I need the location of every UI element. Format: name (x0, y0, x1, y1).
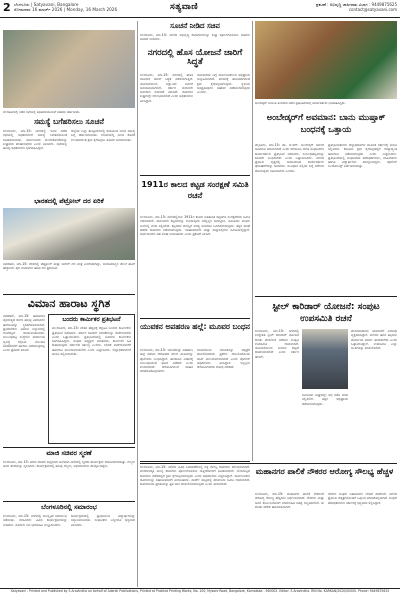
divider (140, 175, 250, 176)
story-headline: ಯುವಕನ ಅಪಹರಣ ಹಲ್ಲೆ: ಮೂವರ ಬಂಧನ (140, 322, 250, 331)
story-body: ಸಮಿತಿಯು ಶೀಘ್ರದಲ್ಲೇ ಸಭೆ ನಡೆಸಿ ವರದಿ ಸಲ್ಲಿಸಲಿದೆ. ತಜ್ಞರ ಅಭಿಪ್ರಾಯ ಪಡೆಯಲಾಗುವುದು. (302, 393, 348, 406)
bridge-photo (3, 208, 135, 260)
divider (3, 447, 135, 448)
story-body: ನವದೆಹಲಿ, ಮಾ.15: ಹವಾಮಾನ ವೈಪರೀತ್ಯದ ಕಾರಣ ಹಲವು ವಿಮಾನಗಳ ಹಾರಾಟವನ್ನು ಸ್ಥಗಿತಗೊಳಿಸಲಾಗಿದೆ. ಪ್ರಯಾಣಿಕರು ವಿಮಾನ ನಿಲ್ದಾಣದಲ್ಲಿ ಗಂಟೆಗಟ್ಟಲೆ ಕಾಯುವಂತಾಯಿತು. ಸಂಬಂಧಪಟ್ಟ ಸಂಸ್ಥೆಗಳು ಪರ್ಯಾಯ ವ್ಯವಸ್ಥೆ ಕಲ್ಪಿಸಿವೆ. ಮುಂದಿನ ಸೂಚನೆವರೆಗೆ ಹಾರಾಟ ನಡೆಯುವುದಿಲ್ಲ ಎಂದು ಪ್ರಕಟಣೆ ತಿಳಿಸಿದೆ. (3, 314, 45, 353)
story-headline: ಭಾರತದಲ್ಲಿ ಪೆಟ್ರೋಲ್ ದರ ಏರಿಕೆ (34, 197, 104, 205)
divider (3, 294, 135, 295)
story-body: ಬೆಂಗಳೂರು, ಮಾ.15: ನಗರದಲ್ಲಿ ಸಾಂಸ್ಕೃತಿಕ ಸಮಾರಂಭ ನಡೆಯಿತು. ಕಲಾವಿದರು ವಿವಿಧ ಕಾರ್ಯಕ್ರಮಗಳನ್ನು ನೀಡಿದರು. ನೂರಾರು ಜನ ಭಾಗವಹಿಸಿ ಸಂಭ್ರಮಿಸಿದರು. (3, 514, 67, 527)
story-headline: 1911ರ ಕಾಲದ ಕಟ್ಟಡ ಸಂರಕ್ಷಣೆ ಸಮಿತಿ ರಚನೆ (141, 180, 249, 200)
story-subheadline: ನಗರದಲ್ಲಿ ಹೊಸ ಯೋಜನೆ ಜಾರಿಗೆ ಸಿದ್ಧತೆ (147, 48, 243, 67)
story-body: ಬೆಂಗಳೂರು, ಮಾ.15: ನಗರದ ಅಭಿವೃದ್ಧಿ ಕಾಮಗಾರಿಗಳನ್ನು ಶೀಘ್ರ ಪೂರ್ಣಗೊಳಿಸಲು ಸಚಿವರು ಸೂಚನೆ ನೀಡಿದರು. (140, 33, 250, 42)
story-body: ಬೆಂಗಳೂರು, ಮಾ.15: ನಗರದಲ್ಲಿ ಹೊಸ ಯೋಜನೆ ಜಾರಿಗೆ ಸಿದ್ಧತೆ ನಡೆಸಲಾಗುತ್ತಿದೆ. ಯೋಜನೆಯಿಂದ ಲಕ್ಷಾಂತರ ಜನರಿಗೆ ಅನುಕೂಲವಾಗಲಿದೆ. ಸರ್ಕಾರ ಈಗಾಗಲೇ ಅನುದಾನ ಬಿಡುಗಡೆ ಮಾಡಿದೆ. ಕಾಮಗಾರಿ ಶೀಘ್ರದಲ್ಲೇ ಆರಂಭವಾಗಲಿದೆ ಎಂದು ಅಧಿಕಾರಿಗಳು ತಿಳಿಸಿದ್ದಾರೆ. (140, 73, 193, 103)
story-body: ಮೈಸೂರು, ಮಾ.15: ಡಾ. ಬಿ.ಆರ್. ಅಂಬೇಡ್ಕರ್ ಅವರಿಗೆ ಅವಮಾನ ಮಾಡಲಾಗಿದೆ ಎಂದು ಆರೋಪಿಸಿ ದಲಿತ ಸಂಘಟನೆಗಳ ಕಾರ್ಯಕರ್ತರು ಪ್ರತಿಭಟನೆ ನಡೆಸಿದರು. ಸಂಬಂಧಪಟ್ಟವರನ್ನು ಕೂಡಲೇ ಬಂಧಿಸಬೇಕು ಎಂದು ಒತ್ತಾಯಿಸಿದರು. ನಗರದ ಪ್ರಮುಖ ವೃತ್ತದಲ್ಲಿ ಜಮಾಯಿಸಿದ ಕಾರ್ಯಕರ್ತರು ಘೋಷಣೆಗಳನ್ನು ಕೂಗಿದರು. ಸಂವಿಧಾನ ಶಿಲ್ಪಿಯ ಬಗ್ಗೆ ಅಗೌರವ ತೋರುವುದು ಸಹಿಸಲಾಗದು ಎಂದರು. (255, 143, 324, 173)
middle-column (140, 21, 250, 587)
story-body: ಗಾಯಗೊಂಡ ಯುವಕನನ್ನು ಆಸ್ಪತ್ರೆಗೆ ದಾಖಲಿಸಲಾಗಿದೆ. ಪ್ರಕರಣ ದಾಖಲಿಸಿಕೊಂಡು ತನಿಖೆ ಮುಂದುವರಿಸಲಾಗಿದೆ ಎಂದು ಪೊಲೀಸ್ ಅಧಿಕಾರಿಗಳು ತಿಳಿಸಿದ್ದಾರೆ. ಇನ್ನಿಬ್ಬರು ಆರೋಪಿಗಳಿಗಾಗಿ ಶೋಧ ನಡೆದಿದೆ. (197, 348, 250, 370)
story-headline: ಸೂಚನೆ ನೀಡಿದ ಸಚಿವ (170, 22, 220, 30)
story-body: ಜಿಲ್ಲೆಯ ಎಲ್ಲಾ ತಾಲ್ಲೂಕುಗಳಲ್ಲಿ ಕುಡಿಯುವ ನೀರಿನ ಸಮಸ್ಯೆ ಬಗ್ಗೆ ಚರ್ಚಿಸಲಾಯಿತು. ಬೇಸಿಗೆಯಲ್ಲಿ ನೀರಿನ ಕೊರತೆ ಉಂಟಾಗದಂತೆ ಕ್ರಮ ಕೈಗೊಳ್ಳಲು ಸೂಚನೆ ನೀಡಲಾಯಿತು. (71, 129, 135, 142)
imprint-footer: Satyavani : Printed and Published by S Aravindha on behalf of Adarsh Publications, Printed at Prabhat Printing Works, No. 100, Mysore Road, Bangalore, Karnataka - 560002. Editor: S Aravindha. RNI No. KARKAN/2020/00000. Phone: 9449875625 (0, 588, 400, 599)
story-body: ಮಂಗಳೂರು, ಮಾ.15: ವೇತನ ಹೆಚ್ಚಳಕ್ಕೆ ಆಗ್ರಹಿಸಿ ಬಂದರು ಕಾರ್ಮಿಕರು ಪ್ರತಿಭಟನೆ ನಡೆಸಿದರು. ಸರ್ಕಾರ ಕೂಡಲೇ ಬೇಡಿಕೆಗಳನ್ನು ಈಡೇರಿಸಬೇಕು ಎಂದು ಒತ್ತಾಯಿಸಿದರು. ಪ್ರತಿಭಟನೆಯಲ್ಲಿ ನೂರಾರು ಕಾರ್ಮಿಕರು ಭಾಗವಹಿಸಿದ್ದರು. ಸಂಘದ ಅಧ್ಯಕ್ಷರು ಮಾತನಾಡಿ, ಕಾರ್ಮಿಕರ ಹಿತ ಕಾಪಾಡುವುದು ಸರ್ಕಾರದ ಕರ್ತವ್ಯ ಎಂದರು. ಬೇಡಿಕೆ ಈಡೇರುವವರೆಗೆ ಹೋರಾಟ ಮುಂದುವರಿಯಲಿದೆ ಎಂದು ಎಚ್ಚರಿಸಿದರು. ಜಿಲ್ಲಾಧಿಕಾರಿಗಳಿಗೆ ಮನವಿ ಸಲ್ಲಿಸಲಾಯಿತು. (52, 326, 131, 357)
story-body: ಪ್ರತಿಭಟನಾಕಾರರು ಜಿಲ್ಲಾಧಿಕಾರಿಗಳ ಮೂಲಕ ಸರ್ಕಾರಕ್ಕೆ ಮನವಿ ಸಲ್ಲಿಸಿದರು. ಕಾನೂನು ಕ್ರಮ ಕೈಗೊಳ್ಳದಿದ್ದರೆ ರಾಜ್ಯಾದ್ಯಂತ ಹೋರಾಟ ನಡೆಸಲಾಗುವುದು ಎಂದು ಎಚ್ಚರಿಸಿದರು. ಪ್ರತಿಭಟನೆಯಲ್ಲಿ ಸಂಘಟನೆಯ ಪದಾಧಿಕಾರಿಗಳು, ಮಹಿಳೆಯರು ಹಾಗೂ ವಿದ್ಯಾರ್ಥಿಗಳು ಪಾಲ್ಗೊಂಡಿದ್ದರು. ಪೊಲೀಸ್ ಬಂದೋಬಸ್ತ್ ಏರ್ಪಡಿಸಲಾಗಿತ್ತು. (328, 143, 397, 169)
contact-meta: ಪ್ರಕಟಣೆ : ಅಭಿವೃದ್ಧಿ ಜಾಹೀರಾತು ವಿಭಾಗ : 9449875625 contact@satyavani.com (315, 2, 397, 13)
story-body: ಬೆಂಗಳೂರು, ಮಾ.15: ಯುವಕನನ್ನು ಅಪಹರಿಸಿ ಹಲ್ಲೆ ನಡೆಸಿದ ಆರೋಪದ ಮೇಲೆ ಮೂವರನ್ನು ಪೊಲೀಸರು ಬಂಧಿಸಿದ್ದಾರೆ. ಹಣಕಾಸಿನ ವಿಚಾರಕ್ಕೆ ಸಂಬಂಧಿಸಿದಂತೆ ಘಟನೆ ನಡೆದಿದೆ ಎಂದು ಶಂಕಿಸಲಾಗಿದೆ. ಆರೋಪಿಗಳಿಂದ ವಾಹನ ವಶಪಡಿಸಿಕೊಳ್ಳಲಾಗಿದೆ. (140, 348, 193, 374)
story-headline: ಮಹಾನಗರ ಪಾಲಿಕೆ ನೌಕರರ ಆರೋಗ್ಯ ಸೌಲಭ್ಯ ಹೆಚ್ಚಳ (255, 467, 394, 476)
story-headline: ಮಾಜಿ ಸಚಿವರ ಸ್ಮರಣೆ (46, 449, 92, 457)
column-divider (252, 21, 253, 461)
divider (140, 461, 250, 462)
story-body: ನೌಕರರ ಸಂಘದ ಬಹುದಿನಗಳ ಬೇಡಿಕೆ ಈಡೇರಿದೆ. ನಗರದ ಪ್ರಮುಖ ಆಸ್ಪತ್ರೆಗಳೊಂದಿಗೆ ಒಪ್ಪಂದ ಮಾಡಿಕೊಳ್ಳಲಾಗಿದೆ. ಸಂಘದ ಪದಾಧಿಕಾರಿಗಳು ಸರ್ಕಾರಕ್ಕೆ ಧನ್ಯವಾದ ಸಲ್ಲಿಸಿದ್ದಾರೆ. (328, 492, 397, 505)
portrait-photo (302, 329, 348, 389)
boxed-story (48, 314, 135, 444)
story-body: ಬೆಂಗಳೂರು, ಮಾ.15: ಮಹಾನಗರ ಪಾಲಿಕೆ ನೌಕರರಿಗೆ ಆರೋಗ್ಯ ಸೌಲಭ್ಯ ಹೆಚ್ಚಿಸಲು ನಿರ್ಧರಿಸಲಾಗಿದೆ. ನೌಕರರು ಮತ್ತು ಅವರ ಕುಟುಂಬದವರಿಗೆ ನಗದುರಹಿತ ಚಿಕಿತ್ಸೆ ಲಭ್ಯವಾಗಲಿದೆ. ಈ ಕುರಿತು ಆದೇಶ ಹೊರಡಿಸಲಾಗಿದೆ. (255, 492, 324, 509)
newspaper-logo: ಸತ್ಯವಾಣಿ (170, 2, 199, 12)
meeting-photo (3, 30, 135, 108)
divider (255, 296, 397, 297)
story-body: ಬೆಂಗಳೂರು, ಮಾ.15: ನಗರದಲ್ಲಿ ಇಂದು ನಡೆದ ಸಭೆಯಲ್ಲಿ ಅಧಿಕಾರಿಗಳಿಗೆ ಸಮಸ್ಯೆ ಬಗೆಹರಿಸುವಂತೆ ಸೂಚಿಸಲಾಯಿತು. ಸಾರ್ವಜನಿಕರ ಕುಂದುಕೊರತೆಗಳನ್ನು ಶೀಘ್ರವಾಗಿ ಪರಿಹರಿಸಬೇಕು ಎಂದು ತಿಳಿಸಿದರು. ಸಭೆಯಲ್ಲಿ ಹಲವು ಅಧಿಕಾರಿಗಳು ಭಾಗವಹಿಸಿದ್ದರು. (3, 129, 67, 151)
divider (140, 463, 397, 464)
story-headline: ಸ್ಟೀಲ್ ಕಾರಿಡಾರ್ ಯೋಜನೆ: ಸಂಪುಟ ಉಪಸಮಿತಿ ರಚನೆ (272, 302, 380, 324)
story-headline: ಸಮಸ್ಯೆ ಬಗೆಹರಿಸಲು ಸೂಚನೆ (34, 117, 104, 126)
story-body: ಯೋಜನೆಯ ಬಗ್ಗೆ ಸಾರ್ವಜನಿಕರಿಂದ ಅಭಿಪ್ರಾಯ ಸಂಗ್ರಹಿಸಲಾಗಿದೆ. ಪರಿಸರಕ್ಕೆ ಹಾನಿಯಾಗದಂತೆ ಕ್ರಮ ಕೈಗೊಳ್ಳಲಾಗುವುದು. ಸ್ಥಳೀಯ ಜನಪ್ರತಿನಿಧಿಗಳ ಸಹಕಾರ ಪಡೆಯಲಾಗುವುದು ಎಂದರು. (197, 73, 250, 95)
left-column (3, 21, 135, 587)
divider (140, 318, 250, 319)
edition-meta: ಬೆಂಗಳೂರು | Satyavani, Bangalore ಸೋಮವಾರ 16 ಮಾರ್ಚ್ 2026 | Monday, 16 March 2026 (14, 2, 118, 13)
photo-caption: ಬೆಂಗಳೂರಿನಲ್ಲಿ ನಡೆದ ಸಭೆಯಲ್ಲಿ ಅಧಿಕಾರಿಗಳೊಂದಿಗೆ ಸಚಿವರು ಚರ್ಚಿಸಿದರು. (3, 110, 81, 114)
page-number: 2 (3, 1, 11, 14)
story-headline: ಬೆಂಗಳೂರಿನಲ್ಲಿ ಸಮಾರಂಭ (41, 503, 97, 511)
story-body: ಬೆಂಗಳೂರು, ಮಾ.15: ನಗರದಲ್ಲಿರುವ 1911ರ ಕಾಲದ ಐತಿಹಾಸಿಕ ಕಟ್ಟಡಗಳ ಸಂರಕ್ಷಣೆಗಾಗಿ ಸಮಿತಿ ರಚಿಸಲಾಗಿದೆ. ಪಾರಂಪರಿಕ ಕಟ್ಟಡಗಳನ್ನು ಉಳಿಸುವುದು ನಮ್ಮೆಲ್ಲರ ಜವಾಬ್ದಾರಿ. ಸಮಿತಿಯು ಮೂರು ತಿಂಗಳಲ್ಲಿ ವರದಿ ಸಲ್ಲಿಸಲಿದೆ. ಕಟ್ಟಡಗಳ ದುರಸ್ತಿಗೆ ಅಗತ್ಯ ಅನುದಾನ ಒದಗಿಸಲಾಗುವುದು. ತಜ್ಞರ ಸಲಹೆ ಪಡೆದು ಕಾಮಗಾರಿ ನಡೆಸಲಾಗುವುದು. ಇತಿಹಾಸಕಾರರು ಮತ್ತು ವಾಸ್ತುಶಿಲ್ಪಿಗಳು ಸಮಿತಿಯಲ್ಲಿದ್ದಾರೆ. ಸಾರ್ವಜನಿಕರು ಸಹ ಸಲಹೆ ನೀಡಬಹುದು ಎಂದು ಪ್ರಕಟಣೆ ತಿಳಿಸಿದೆ. (140, 215, 250, 237)
column-divider (137, 21, 138, 587)
story-body: ಬೆಂಗಳೂರು, ಮಾ.15: ಮಾಜಿ ಸಚಿವರ ಜನ್ಮದಿನದ ಅಂಗವಾಗಿ ನಗರದಲ್ಲಿ ಸ್ಮರಣಾ ಕಾರ್ಯಕ್ರಮ ಆಯೋಜಿಸಲಾಗಿತ್ತು. ಗಣ್ಯರು ಅವರ ಸೇವೆಯನ್ನು ಸ್ಮರಿಸಿದರು. ಕಾರ್ಯಕ್ರಮದಲ್ಲಿ ಹಲವು ಗಣ್ಯರು, ಅಭಿಮಾನಿಗಳು ಪಾಲ್ಗೊಂಡಿದ್ದರು. (3, 460, 135, 469)
story-body: ಕಾರ್ಯಕ್ರಮದಲ್ಲಿ ಪ್ರತಿಭಾವಂತ ವಿದ್ಯಾರ್ಥಿಗಳನ್ನು ಸನ್ಮಾನಿಸಲಾಯಿತು. ಸಂಘಟಕರು ಎಲ್ಲರಿಗೂ ಧನ್ಯವಾದ ತಿಳಿಸಿದರು. (71, 514, 135, 527)
divider (3, 501, 135, 502)
story-headline: ಬಂದರು ಕಾರ್ಮಿಕರ ಪ್ರತಿಭಟನೆ (62, 316, 121, 323)
protest-photo (255, 21, 397, 99)
story-headline: ಅಂಬೇಡ್ಕರ್‌ಗೆ ಅವಮಾನ: ಬಾನು ಮುಷ್ತಾಕ್ ಬಂಧನಕ್ಕೆ ಒತ್ತಾಯ (266, 113, 386, 135)
story-body: ಪರಿಸರವಾದಿಗಳು ಯೋಜನೆಗೆ ವಿರೋಧ ವ್ಯಕ್ತಪಡಿಸಿದ್ದಾರೆ. ಮರಗಳ ಹನನ ತಪ್ಪಿಸಲು ಪರ್ಯಾಯ ಮಾರ್ಗ ಹುಡುಕಬೇಕು ಎಂದು ಒತ್ತಾಯಿಸಿದ್ದಾರೆ. ಉಪಸಮಿತಿ ಎಲ್ಲಾ ಅಂಶಗಳನ್ನು ಪರಿಶೀಲಿಸಲಿದೆ. (351, 329, 397, 351)
masthead (0, 0, 400, 18)
story-headline: ವಿಮಾನ ಹಾರಾಟ ಸ್ಥಗಿತ (27, 297, 111, 310)
photo-caption: ಅಂಬೇಡ್ಕರ್ ಜಯಂತಿ ಅಂಗವಾಗಿ ನಡೆದ ಪ್ರತಿಭಟನೆಯಲ್ಲಿ ಕಾರ್ಯಕರ್ತರು ಭಾಗವಹಿಸಿದ್ದರು. (255, 101, 346, 105)
story-body: ಬೆಂಗಳೂರು, ಮಾ.15: ನಗರದಲ್ಲಿ ಉದ್ದೇಶಿತ ಸ್ಟೀಲ್ ಕಾರಿಡಾರ್ ಯೋಜನೆ ಕುರಿತು ಪರಿಶೀಲನೆ ನಡೆಸಲು ಸಂಪುಟ ಉಪಸಮಿತಿ ರಚಿಸಲಾಗಿದೆ. ಯೋಜನೆಯಿಂದ ಸಂಚಾರ ದಟ್ಟಣೆ ಕಡಿಮೆಯಾಗಲಿದೆ ಎಂದು ಸರ್ಕಾರ ಹೇಳಿದೆ. (255, 329, 299, 359)
story-body: ಬೆಂಗಳೂರು, ಮಾ.15: ನಗರದ ವಿವಿಧ ಬಡಾವಣೆಗಳಲ್ಲಿ ರಸ್ತೆ ದುರಸ್ತಿ ಕಾಮಗಾರಿ ಆರಂಭಿಸಲಾಗಿದೆ. ಮಳೆಗಾಲಕ್ಕೂ ಮುನ್ನ ಕಾಮಗಾರಿ ಪೂರ್ಣಗೊಳಿಸಲು ಗುತ್ತಿಗೆದಾರರಿಗೆ ಸೂಚಿಸಲಾಗಿದೆ. ಗುಣಮಟ್ಟದ ಕಾಮಗಾರಿ ನಡೆಸದಿದ್ದರೆ ಕ್ರಮ ಕೈಗೊಳ್ಳಲಾಗುವುದು ಎಂದು ಅಧಿಕಾರಿಗಳು ಎಚ್ಚರಿಸಿದ್ದಾರೆ. ಸಾರ್ವಜನಿಕರು ದೂರುಗಳನ್ನು ಸಹಾಯವಾಣಿಗೆ ತಿಳಿಸಬಹುದು. ವಾರ್ಡ್ ಮಟ್ಟದಲ್ಲಿ ಪರಿಶೀಲನಾ ಸಮಿತಿ ರಚಿಸಲಾಗಿದೆ. ಕಾಮಗಾರಿಯ ಪ್ರಗತಿಯನ್ನು ಪ್ರತಿ ವಾರ ಪರಿಶೀಲಿಸಲಾಗುವುದು ಎಂದು ತಿಳಿಸಲಾಗಿದೆ. (140, 465, 250, 487)
story-body: ನವದೆಹಲಿ, ಮಾ.15: ದೇಶದಲ್ಲಿ ಪೆಟ್ರೋಲ್ ಮತ್ತು ಡೀಸೆಲ್ ದರ ಮತ್ತೆ ಏರಿಕೆಯಾಗಿದ್ದು, ಜನಸಾಮಾನ್ಯರ ಮೇಲೆ ಹೊರೆ ಹೆಚ್ಚಾಗಿದೆ. ತೈಲ ಕಂಪನಿಗಳು ಹೊಸ ದರ ಪ್ರಕಟಿಸಿವೆ. (3, 262, 135, 271)
